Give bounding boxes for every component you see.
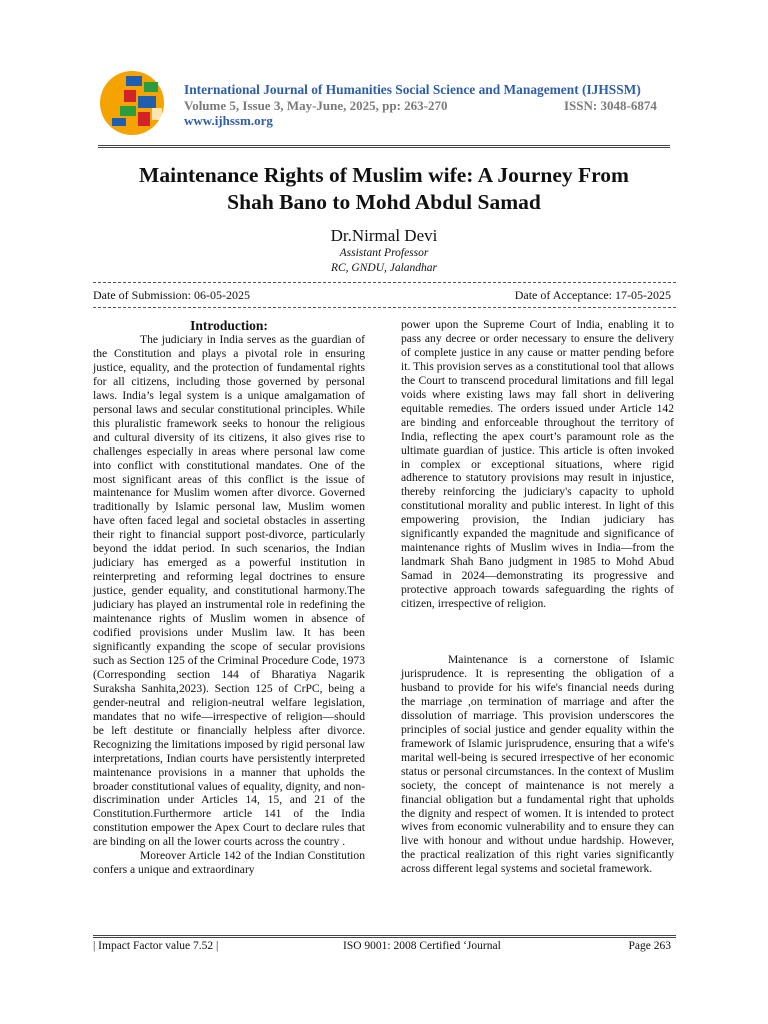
author-affiliation: RC, GNDU, Jalandhar (330, 262, 438, 274)
volume-issue-pages: Volume 5, Issue 3, May-June, 2025, pp: 263-270 (184, 98, 448, 113)
article-dates (93, 288, 671, 303)
body-paragraph: Maintenance is a cornerstone of Islamic jurisprudence. It is representing the obligation of a husband to provide for his wife's financial needs during the marriage ,on termination of marriage and after the dissolution of marriage. This provision underscores the principles of social justice and gender equality within the framework of Islamic jurisprudence, ensuring that a wife's marital well-being is secured irrespective of her economic status or personal circumstances. In the context of Muslim society, the concept of maintenance is not merely a financial obligation but a fundamental right that upholds the dignity and respect of women. It is intended to protect wives from economic vulnerability and to ensure they can live with honour and without undue hardship. However, the practical realization of this right varies significantly across different legal systems and societal framework. (401, 653, 674, 876)
dates-bottom-divider (93, 307, 676, 308)
author-designation: Assistant Professor (339, 247, 429, 259)
iso-certification: ISO 9001: 2008 Certified ‘Journal (343, 940, 501, 952)
body-column-right (401, 318, 674, 876)
date-of-submission: Date of Submission: 06-05-2025 (93, 288, 250, 302)
footer-divider (93, 935, 676, 936)
body-paragraph: Moreover Article 142 of the Indian Constitution confers a unique and extraordinary (93, 849, 365, 877)
body-paragraph: The judiciary in India serves as the guardian of the Constitution and plays a pivotal role in ensuring justice, equality, and the protection of fundamental rights for all citizens, including those governed by personal laws. India’s legal system is a unique amalgamation of personal laws and secular constitutional principles. While this pluralistic framework seeks to honour the religious and cultural diversity of its citizens, it also gives rise to challenges especially in areas where personal law come into conflict with constitutional mandates. One of the most significant areas of this conflict is the issue of maintenance for Muslim women after divorce. Governed traditionally by Islamic personal law, Muslim women have often faced legal and societal obstacles in asserting their right to financial support post-divorce, particularly beyond the iddat period. In such scenarios, the Indian judiciary has emerged as a powerful institution in reinterpreting and reforming legal doctrines to ensure justice, gender equality, and constitutional harmony.The judiciary has played an instrumental role in redefining the maintenance rights of Muslim women in absence of codified provisions under Muslim law. It has been significantly expanding the scope of secular provisions such as Section 125 of the Criminal Procedure Code, 1973 (Corresponding section 144 of Bharatiya Nagarik Suraksha Sanhita,2023). Section 125 of CrPC, being a gender-neutral and religion-neutral welfare legislation, mandates that no wife—irrespective of religion—should be left destitute or financially helpless after divorce. Recognizing the limitations imposed by rigid personal law interpretations, Indian courts have persistently interpreted maintenance provisions in a manner that upholds the broader constitutional values of equality, dignity, and non-discrimination under Articles 14, 15, and 21 of the Constitution.Furthermore article 141 of the India constitution empower the Apex Court to declare rules that are binding on all the lower courts across the country . (93, 333, 365, 849)
issn-number: ISSN: 3048-6874 (564, 98, 657, 113)
footer-divider-secondary (93, 937, 676, 938)
journal-name: International Journal of Humanities Social Science and Management (IJHSSM) (184, 82, 641, 97)
date-of-acceptance: Date of Acceptance: 17-05-2025 (514, 288, 671, 302)
introduction-heading: Introduction: (190, 318, 268, 333)
impact-factor: | Impact Factor value 7.52 | (93, 940, 219, 952)
header-divider (98, 145, 670, 146)
journal-header (98, 68, 678, 144)
journal-website-link[interactable]: www.ijhssm.org (184, 113, 273, 128)
article-title-line-2: Shah Bano to Mohd Abdul Samad (227, 190, 541, 214)
journal-logo (98, 68, 172, 138)
body-paragraph: power upon the Supreme Court of India, enabling it to pass any decree or order necessary to ensure the delivery of complete justice in any cause or matter pending before it. This provision serves as a constitutional tool that allows the Court to transcend procedural limitations and fill legal voids where existing laws may fall short in delivering equitable remedies. The orders issued under Article 142 are binding and enforceable throughout the territory of India, reflecting the apex court’s paramount role as the ultimate guardian of justice. This article is often invoked in complex or exceptional situations, where rigid adherence to statutory provisions may result in injustice, thereby reinforcing the judiciary's capacity to uphold constitutional morality and public interest. In light of this empowering provision, the Indian judiciary has significantly expanded the magnitude and significance of maintenance rights of Muslim wives in India—from the landmark Shah Bano judgment in 1985 to Mohd Abud Samad in 2024—demonstrating its progressive and protective approach towards safeguarding the rights of citizen, irrespective of religion. (401, 318, 674, 611)
article-title (60, 162, 708, 216)
page-number: Page 263 (628, 940, 671, 952)
author-name: Dr.Nirmal Devi (330, 226, 438, 245)
body-column-left (93, 318, 365, 877)
header-divider-secondary (98, 147, 670, 148)
dates-top-divider (93, 282, 676, 283)
article-title-line-1: Maintenance Rights of Muslim wife: A Journey From (139, 163, 629, 187)
